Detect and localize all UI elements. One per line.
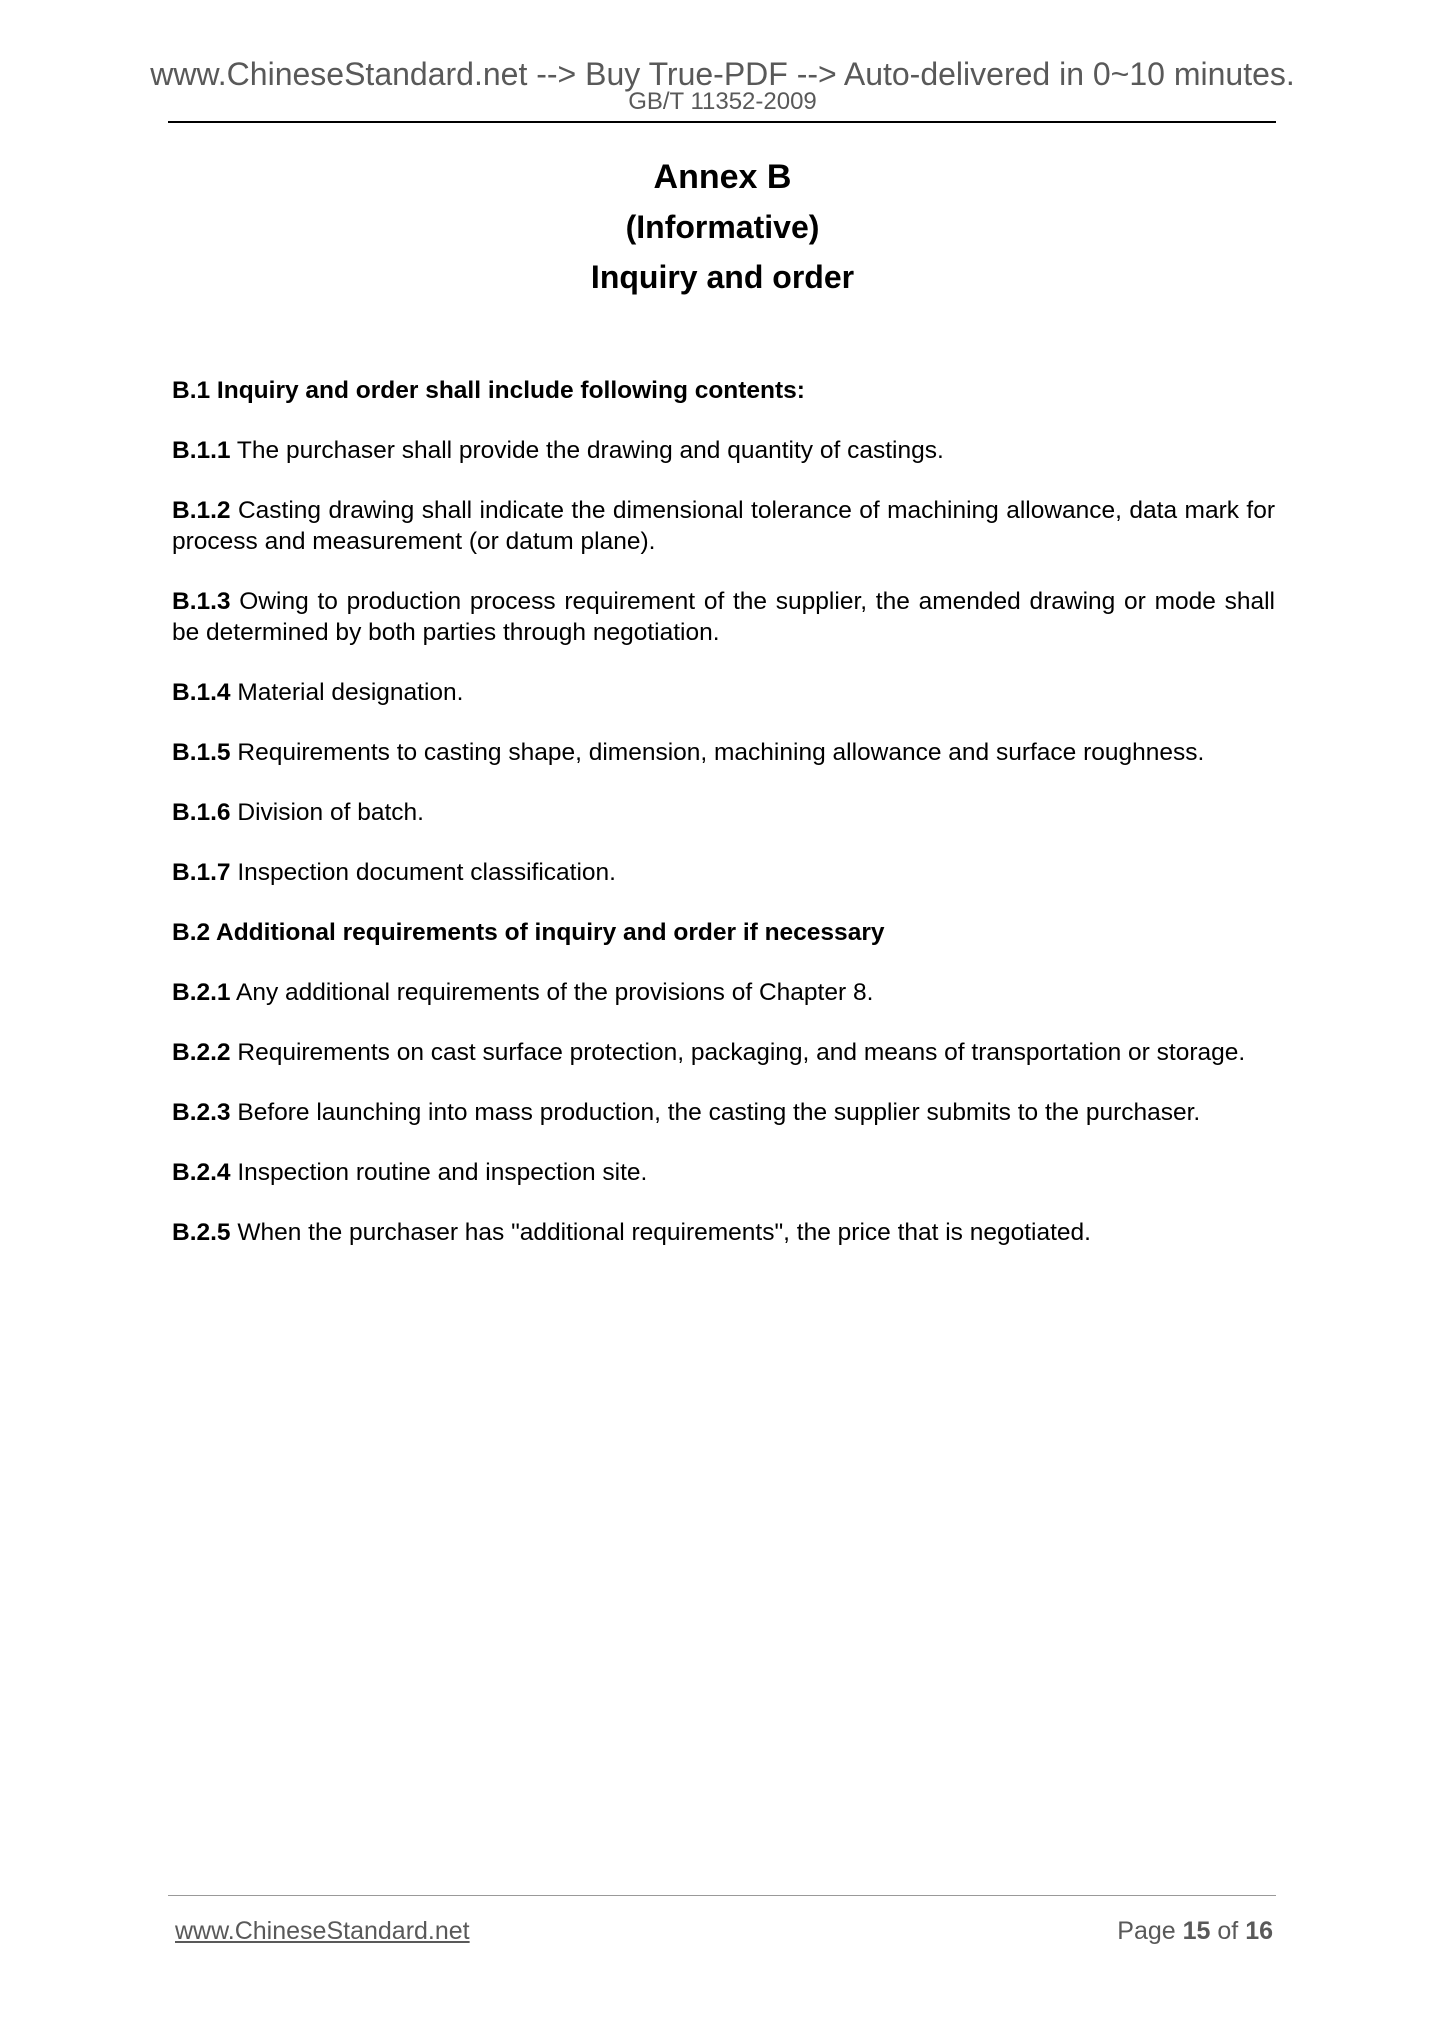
clause-number: B.2.5 bbox=[172, 1219, 231, 1246]
clause-number: B.1.4 bbox=[172, 679, 231, 706]
clause-b-2-2 bbox=[172, 1037, 1275, 1068]
clause-b-1-6 bbox=[172, 797, 1275, 828]
annex-name: Inquiry and order bbox=[590, 259, 855, 295]
clause-text: Inspection document classification. bbox=[230, 859, 616, 886]
clause-number: B.1.2 bbox=[172, 497, 231, 524]
clause-number: B.2.2 bbox=[172, 1039, 231, 1066]
page-label: Page bbox=[1117, 1917, 1183, 1945]
clause-b-1-5 bbox=[172, 737, 1275, 768]
document-body bbox=[172, 375, 1275, 1277]
footer-divider bbox=[168, 1895, 1276, 1896]
clause-text: Any additional requirements of the provisions of Chapter 8. bbox=[230, 979, 874, 1006]
clause-number: B.1.5 bbox=[172, 739, 231, 766]
page-number bbox=[1117, 1919, 1273, 1944]
clause-number: B.1.1 bbox=[172, 437, 231, 464]
clause-text: Division of batch. bbox=[230, 799, 424, 826]
site-banner[interactable]: www.ChineseStandard.net --> Buy True-PDF --> Auto-delivered in 0~10 minutes. bbox=[150, 56, 1295, 92]
clause-b-2-3 bbox=[172, 1097, 1275, 1128]
standard-code: GB/T 11352-2009 bbox=[628, 88, 817, 115]
clause-text: Requirements on cast surface protection, packaging, and means of transportation or storage. bbox=[230, 1039, 1246, 1066]
header-divider bbox=[168, 121, 1276, 123]
page-total: 16 bbox=[1245, 1917, 1273, 1945]
clause-number: B.2.4 bbox=[172, 1159, 231, 1186]
clause-text: Material designation. bbox=[230, 679, 464, 706]
section-heading-b2: B.2 Additional requirements of inquiry and order if necessary bbox=[172, 919, 885, 946]
clause-b-2-4 bbox=[172, 1157, 1275, 1188]
clause-number: B.1.7 bbox=[172, 859, 231, 886]
clause-b-1-4 bbox=[172, 677, 1275, 708]
clause-text: Inspection routine and inspection site. bbox=[230, 1159, 648, 1186]
clause-text: When the purchaser has "additional requirements", the price that is negotiated. bbox=[230, 1219, 1091, 1246]
clause-number: B.1.3 bbox=[172, 588, 231, 615]
annex-title: Annex B bbox=[653, 158, 792, 196]
page-of: of bbox=[1210, 1917, 1246, 1945]
section-heading-b1: B.1 Inquiry and order shall include following contents: bbox=[172, 377, 805, 404]
clause-b-2-5 bbox=[172, 1217, 1275, 1248]
clause-text: Requirements to casting shape, dimension, machining allowance and surface roughness. bbox=[230, 739, 1205, 766]
clause-b-1-2 bbox=[172, 495, 1275, 557]
clause-number: B.2.1 bbox=[172, 979, 231, 1006]
clause-number: B.2.3 bbox=[172, 1099, 231, 1126]
clause-number: B.1.6 bbox=[172, 799, 231, 826]
clause-b-1-1 bbox=[172, 435, 1275, 466]
clause-text: Before launching into mass production, the casting the supplier submits to the purchaser. bbox=[230, 1099, 1201, 1126]
clause-b-1-3 bbox=[172, 586, 1275, 648]
annex-type: (Informative) bbox=[625, 209, 820, 245]
clause-text: Casting drawing shall indicate the dimensional tolerance of machining allowance, data mark for process and measurement (or datum plane). bbox=[172, 497, 1275, 555]
clause-b-1-7 bbox=[172, 857, 1275, 888]
page-current: 15 bbox=[1182, 1917, 1211, 1945]
footer-site-link[interactable]: www.ChineseStandard.net bbox=[175, 1917, 470, 1945]
clause-text: Owing to production process requirement of the supplier, the amended drawing or mode shall be determined by both parties through negotiation. bbox=[172, 588, 1275, 646]
clause-b-2-1 bbox=[172, 977, 1275, 1008]
clause-text: The purchaser shall provide the drawing and quantity of castings. bbox=[230, 437, 944, 464]
